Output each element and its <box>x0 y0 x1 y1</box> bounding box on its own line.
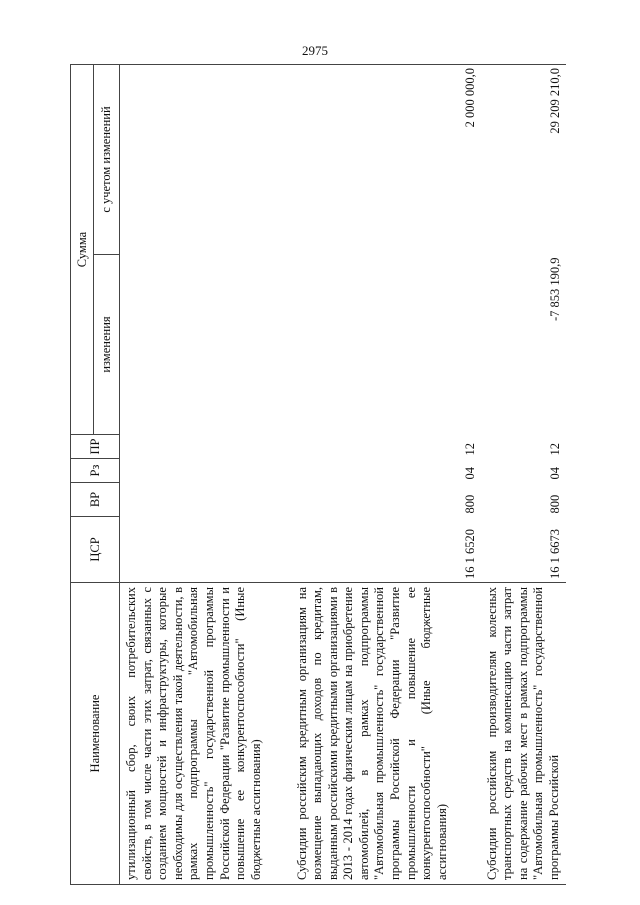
row-rz: 04 <box>462 467 477 480</box>
table-row <box>481 65 567 885</box>
header-change: изменения <box>94 255 120 435</box>
budget-table <box>70 64 566 885</box>
row-change <box>291 255 481 435</box>
row-change: -7 853 190,9 <box>548 257 563 322</box>
row-description: Субсидии российским кредитным организациям на возмещение выпадающих доходов по кредитам, выданным российскими кредитными организациями в 2013 - 2014 годах физическим лицам на приобретение автомобилей, в рамках подпрограммы "Автомобильная промышленность" государственной программы Российской Федерации "Развитие промышленности и повышение ее конкурентоспособности" (Иные бюджетные ассигнования) <box>291 583 481 885</box>
rotated-table-wrapper <box>70 65 590 885</box>
row-description: утилизационный сбор, своих потребительских свойств, в том числе части этих затрат, связанных с созданием мощностей и инфраструктуры, которые необходимы для осуществления такой деятельности, в рамках подпрограммы "Автомобильная промышленность" государственной программы Российской Федерации "Развитие промышленности и повышение ее конкурентоспособности" (Иные бюджетные ассигнования) <box>120 583 291 885</box>
row-with-change: 29 209 210,0 <box>481 65 567 255</box>
row-rz <box>120 459 291 483</box>
row-pr <box>120 435 291 459</box>
row-csr: 16 1 6673 <box>481 517 567 583</box>
row-rz: 04 <box>548 467 563 480</box>
row-description: Субсидии российским производителям колесных транспортных средств на компенсацию части затрат на содержание рабочих мест в рамках подпрограммы "Автомобильная промышленность" государственной программы Российской <box>481 583 567 885</box>
header-name: Наименование <box>71 583 120 885</box>
header-pr: ПР <box>71 435 120 459</box>
header-with-change: с учетом изменений <box>94 65 120 255</box>
row-with-change <box>120 65 291 255</box>
row-csr <box>120 517 291 583</box>
row-pr: 12 <box>462 443 477 456</box>
row-vr <box>120 483 291 517</box>
header-vr: ВР <box>71 483 120 517</box>
row-change <box>120 255 291 435</box>
table-row <box>120 65 291 885</box>
row-csr: 16 1 6520 <box>291 517 481 583</box>
row-vr: 800 <box>548 494 563 514</box>
row-with-change: 2 000 000,0 <box>291 65 481 255</box>
page-number: 2975 <box>302 43 328 58</box>
header-rz: Рз <box>71 459 120 483</box>
header-csr: ЦСР <box>71 517 120 583</box>
row-pr: 12 <box>548 443 563 456</box>
table-row <box>291 65 481 885</box>
header-sum: Сумма <box>71 65 94 435</box>
row-vr: 800 <box>462 494 477 514</box>
